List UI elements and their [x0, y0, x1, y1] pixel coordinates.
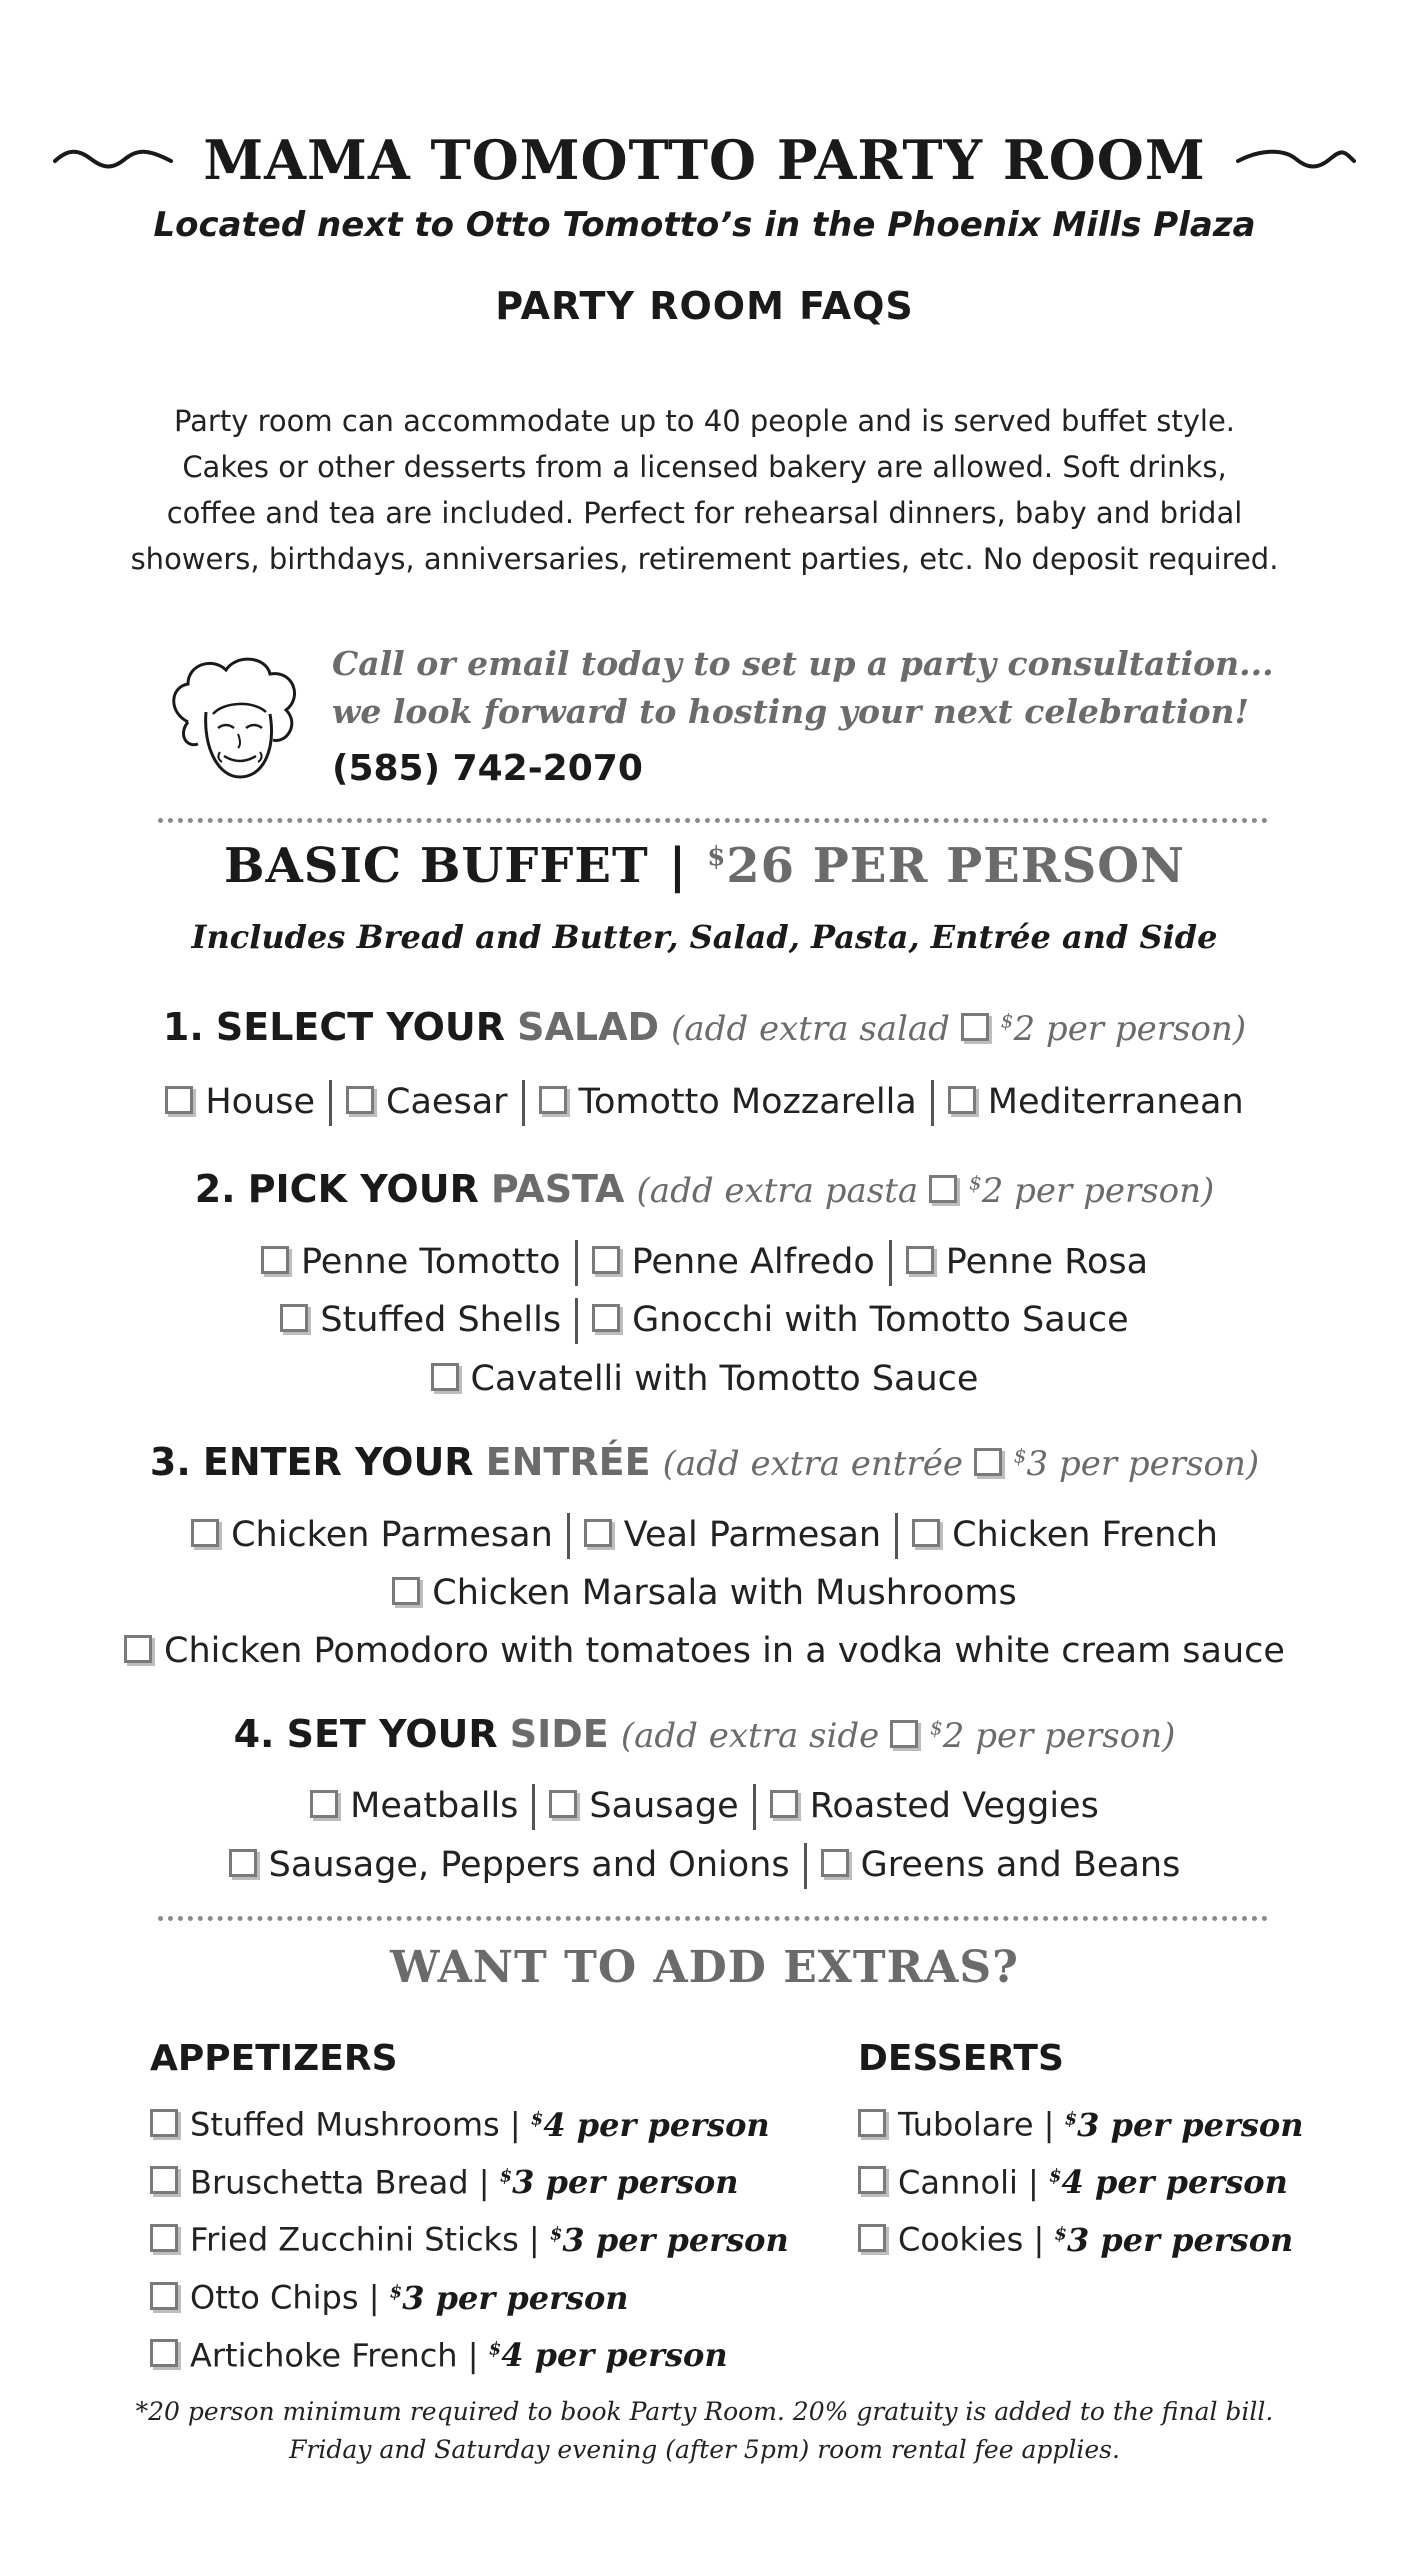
checkbox[interactable]	[150, 2224, 178, 2252]
option-house[interactable]: House	[165, 1072, 315, 1132]
phone-number[interactable]: (585) 742-2070	[332, 748, 643, 789]
location-subtitle: Located next to Otto Tomotto’s in the Phoenix Mills Plaza	[153, 205, 1256, 245]
appetizers-heading: APPETIZERS	[150, 2038, 398, 2079]
checkbox[interactable]	[948, 1086, 976, 1114]
checkbox[interactable]	[549, 1790, 577, 1818]
appetizers-column	[150, 2038, 840, 2381]
option-chicken-pomodoro[interactable]: Chicken Pomodoro with tomatoes in a vodka white cream sauce	[124, 1621, 1285, 1681]
appetizer-item[interactable]: Stuffed Mushrooms | $4 per person	[150, 2093, 840, 2151]
option-tomotto-mozzarella[interactable]: Tomotto Mozzarella	[539, 1072, 917, 1132]
option-chicken-marsala[interactable]: Chicken Marsala with Mushrooms	[392, 1563, 1016, 1623]
option-veal-parmesan[interactable]: Veal Parmesan	[584, 1505, 881, 1565]
faq-line: Party room can accommodate up to 40 people and is served buffet style.	[173, 404, 1236, 438]
checkbox[interactable]	[431, 1363, 459, 1391]
pasta-options-row-2	[0, 1290, 1409, 1350]
checkbox[interactable]	[150, 2166, 178, 2194]
option-caesar[interactable]: Caesar	[346, 1072, 508, 1132]
option-sausage[interactable]: Sausage	[549, 1776, 738, 1836]
entree-options-row-3	[0, 1621, 1409, 1681]
section-heading-side: 4. SET YOUR SIDE (add extra side $2 per person)	[233, 1712, 1176, 1756]
option-penne-rosa[interactable]: Penne Rosa	[906, 1232, 1148, 1292]
checkbox[interactable]	[906, 1246, 934, 1274]
option-cavatelli[interactable]: Cavatelli with Tomotto Sauce	[431, 1349, 979, 1409]
checkbox[interactable]	[150, 2339, 178, 2367]
extras-heading: WANT TO ADD EXTRAS?	[390, 1942, 1019, 1993]
checkbox[interactable]	[539, 1086, 567, 1114]
option-greens-and-beans[interactable]: Greens and Beans	[821, 1835, 1181, 1895]
checkbox[interactable]	[165, 1086, 193, 1114]
appetizer-item[interactable]: Otto Chips | $3 per person	[150, 2266, 840, 2324]
checkbox[interactable]	[392, 1577, 420, 1605]
entree-options-row-1	[0, 1505, 1409, 1565]
option-penne-tomotto[interactable]: Penne Tomotto	[261, 1232, 561, 1292]
option-roasted-veggies[interactable]: Roasted Veggies	[770, 1776, 1099, 1836]
page-title: MAMA TOMOTTO PARTY ROOM	[203, 128, 1206, 192]
checkbox[interactable]	[346, 1086, 374, 1114]
dessert-item[interactable]: Cannoli | $4 per person	[858, 2151, 1358, 2209]
desserts-heading: DESSERTS	[858, 2038, 1064, 2079]
pasta-options-row-1	[0, 1232, 1409, 1292]
option-mediterranean[interactable]: Mediterranean	[948, 1072, 1244, 1132]
checkbox[interactable]	[310, 1790, 338, 1818]
footnote	[0, 2393, 1409, 2469]
appetizer-item[interactable]: Bruschetta Bread | $3 per person	[150, 2151, 840, 2209]
faq-line: showers, birthdays, anniversaries, retirement parties, etc. No deposit required.	[130, 542, 1279, 576]
section-heading-pasta: 2. PICK YOUR PASTA (add extra pasta $2 per person)	[194, 1167, 1215, 1211]
footnote-line: *20 person minimum required to book Party Room. 20% gratuity is added to the final bill.	[135, 2397, 1274, 2426]
checkbox[interactable]	[592, 1246, 620, 1274]
consultation-line-1: Call or email today to set up a party consultation...	[332, 644, 1274, 683]
consultation-block	[332, 640, 1332, 789]
desserts-column	[858, 2038, 1358, 2266]
side-options-row-2	[0, 1835, 1409, 1895]
salad-options	[0, 1072, 1409, 1132]
side-options-row-1	[0, 1776, 1409, 1836]
faq-heading: PARTY ROOM FAQS	[495, 284, 914, 328]
checkbox[interactable]	[858, 2109, 886, 2137]
pasta-options-row-3	[0, 1349, 1409, 1409]
title-row	[0, 125, 1409, 195]
checkbox[interactable]	[821, 1849, 849, 1877]
checkbox[interactable]	[912, 1519, 940, 1547]
faq-line: Cakes or other desserts from a licensed bakery are allowed. Soft drinks,	[182, 450, 1227, 484]
dessert-item[interactable]: Tubolare | $3 per person	[858, 2093, 1358, 2151]
checkbox[interactable]	[280, 1304, 308, 1332]
option-meatballs[interactable]: Meatballs	[310, 1776, 518, 1836]
dessert-item[interactable]: Cookies | $3 per person	[858, 2208, 1358, 2266]
extra-salad-checkbox[interactable]	[961, 1013, 989, 1041]
checkbox[interactable]	[858, 2224, 886, 2252]
dotted-divider	[158, 818, 1268, 823]
buffet-heading	[0, 838, 1409, 894]
dotted-divider	[158, 1916, 1268, 1921]
checkbox[interactable]	[124, 1635, 152, 1663]
consultation-line-2: we look forward to hosting your next celebration!	[332, 692, 1249, 731]
buffet-separator: |	[668, 838, 688, 894]
checkbox[interactable]	[229, 1849, 257, 1877]
checkbox[interactable]	[584, 1519, 612, 1547]
checkbox[interactable]	[858, 2166, 886, 2194]
entree-options-row-2	[0, 1563, 1409, 1623]
checkbox[interactable]	[150, 2109, 178, 2137]
faq-body	[0, 398, 1409, 582]
section-heading-salad: 1. SELECT YOUR SALAD (add extra salad $2 per person)	[162, 1005, 1247, 1049]
faq-line: coffee and tea are included. Perfect for rehearsal dinners, baby and bridal	[166, 496, 1243, 530]
checkbox[interactable]	[592, 1304, 620, 1332]
checkbox[interactable]	[150, 2282, 178, 2310]
section-heading-entree: 3. ENTER YOUR ENTRÉE (add extra entrée $3 per person)	[149, 1440, 1260, 1484]
option-gnocchi[interactable]: Gnocchi with Tomotto Sauce	[592, 1290, 1129, 1350]
buffet-name: BASIC BUFFET	[223, 838, 649, 894]
extra-entree-checkbox[interactable]	[974, 1448, 1002, 1476]
option-chicken-parmesan[interactable]: Chicken Parmesan	[191, 1505, 553, 1565]
mama-face-icon	[158, 652, 308, 792]
checkbox[interactable]	[261, 1246, 289, 1274]
swash-right-icon	[1236, 145, 1356, 175]
option-stuffed-shells[interactable]: Stuffed Shells	[280, 1290, 561, 1350]
extra-side-checkbox[interactable]	[890, 1720, 918, 1748]
buffet-price: $26 PER PERSON	[707, 838, 1185, 894]
extra-pasta-checkbox[interactable]	[929, 1175, 957, 1203]
option-chicken-french[interactable]: Chicken French	[912, 1505, 1218, 1565]
checkbox[interactable]	[191, 1519, 219, 1547]
appetizer-item[interactable]: Artichoke French | $4 per person	[150, 2324, 840, 2382]
option-penne-alfredo[interactable]: Penne Alfredo	[592, 1232, 875, 1292]
option-sausage-peppers-onions[interactable]: Sausage, Peppers and Onions	[229, 1835, 790, 1895]
buffet-includes: Includes Bread and Butter, Salad, Pasta, Entrée and Side	[191, 918, 1218, 956]
appetizer-item[interactable]: Fried Zucchini Sticks | $3 per person	[150, 2208, 840, 2266]
checkbox[interactable]	[770, 1790, 798, 1818]
footnote-line: Friday and Saturday evening (after 5pm) room rental fee applies.	[289, 2435, 1120, 2464]
swash-left-icon	[53, 145, 173, 175]
